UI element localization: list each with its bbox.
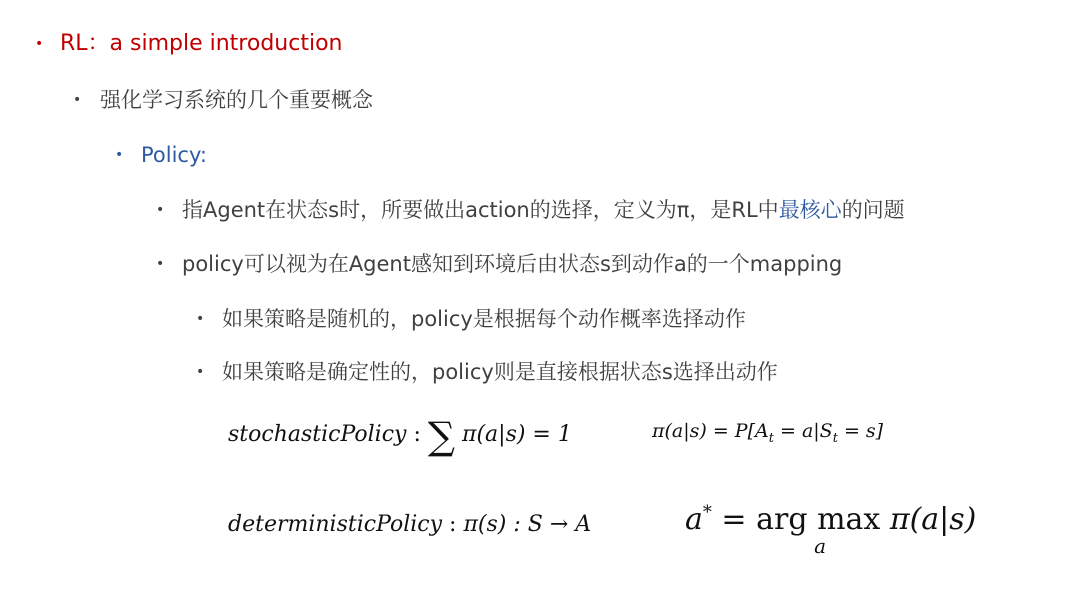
bullet-level5-2: • — [196, 364, 205, 380]
policy-mapping: policy可以视为在Agent感知到环境后由状态s到动作a的一个mapping — [182, 252, 843, 276]
slide-title: RL：a simple introduction — [60, 31, 343, 56]
stochastic-probability-formula: $\pi(a|s) = P[A_t = a|S_t = s]$ — [652, 420, 884, 446]
stochastic-policy-rhs: π(a|s) = 1 — [462, 422, 572, 447]
argmax-operator: arg max a — [756, 502, 881, 558]
section-heading: 强化学习系统的几个重要概念 — [100, 88, 373, 112]
prob-formula-part3: = s] — [837, 420, 884, 442]
stochastic-description: 如果策略是随机的，policy是根据每个动作概率选择动作 — [222, 307, 746, 331]
sum-symbol: ∑ — [427, 414, 455, 458]
stochastic-policy-formula: stochasticPolicy : ∑ π(a|s) = 1 — [228, 414, 572, 458]
deterministic-description: 如果策略是确定性的，policy则是直接根据状态s选择出动作 — [222, 360, 778, 384]
argmax-lhs: a — [685, 502, 703, 537]
policy-definition-text: 指Agent在状态s时，所要做出action的选择，定义为π，是RL中 — [182, 198, 779, 222]
bullet-level4-1: • — [156, 202, 165, 218]
policy-definition — [182, 197, 905, 223]
deterministic-policy-formula: deterministicPolicy : π(s) : S → A — [228, 512, 592, 537]
bullet-level2: • — [73, 92, 82, 108]
prob-formula-part2: = a|S — [773, 420, 833, 442]
policy-heading: Policy: — [141, 143, 207, 167]
bullet-level5-1: • — [196, 311, 205, 327]
stochastic-policy-label: stochasticPolicy — [228, 422, 407, 447]
argmax-formula: a* = arg max a π(a|s) — [685, 502, 977, 558]
policy-definition-highlight: 最核心 — [778, 198, 842, 222]
prob-formula-part1: π(a|s) = P[A — [652, 420, 769, 442]
bullet-level4-2: • — [156, 256, 165, 272]
deterministic-policy-label: deterministicPolicy — [228, 512, 443, 537]
argmax-rhs: π(a|s) — [889, 502, 977, 537]
bullet-level1: • — [35, 36, 44, 52]
bullet-level3: • — [115, 147, 124, 163]
policy-definition-suffix: 的问题 — [841, 198, 905, 222]
deterministic-policy-rhs: π(s) : S → A — [463, 512, 592, 537]
argmax-subscript: a — [814, 534, 827, 558]
